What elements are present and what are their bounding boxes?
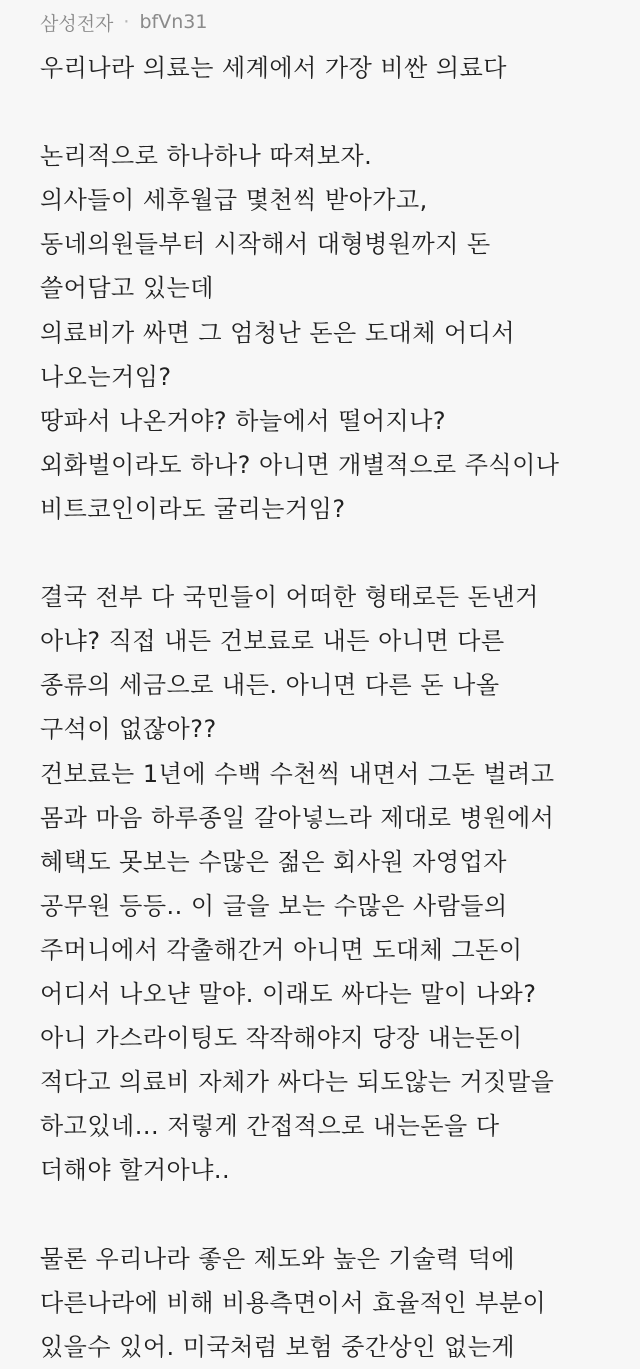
- post-body: [40, 46, 636, 1369]
- post-line: 더해야 할거아냐..: [40, 1156, 231, 1185]
- meta-separator: ·: [123, 11, 130, 33]
- post-line: [40, 90, 636, 134]
- post-line: 건보료는 1년에 수백 수천씩 내면서 그돈 벌려고: [40, 759, 555, 788]
- post-line: 다른나라에 비해 비용측면이서 효율적인 부분이: [40, 1288, 547, 1317]
- post-line: 주머니에서 각출해간거 아니면 도대체 그돈이: [40, 935, 523, 964]
- post-line: 종류의 세금으로 내든. 아니면 다른 돈 나올: [40, 671, 500, 700]
- post-line: 있을수 있어. 미국처럼 보험 중간상인 없는게: [40, 1332, 516, 1361]
- post-line: 비트코인이라도 굴리는거임?: [40, 494, 346, 523]
- post-line: 논리적으로 하나하나 따져보자.: [40, 142, 373, 171]
- post-line: 물론 우리나라 좋은 제도와 높은 기술력 덕에: [40, 1244, 516, 1273]
- post-line: 적다고 의료비 자체가 싸다는 되도않는 거짓말을: [40, 1068, 555, 1097]
- post-meta: [40, 6, 207, 38]
- post-line: 쓸어담고 있는데: [40, 274, 214, 303]
- post-line: [40, 531, 636, 575]
- post-line: 구석이 없잖아??: [40, 715, 217, 744]
- post-line: 의료비가 싸면 그 엄청난 돈은 도대체 어디서: [40, 318, 516, 347]
- post-line: 우리나라 의료는 세계에서 가장 비싼 의료다: [40, 54, 507, 82]
- company-label[interactable]: 삼성전자: [40, 12, 114, 35]
- post-line: 외화벌이라도 하나? 아니면 개별적으로 주식이나: [40, 450, 560, 479]
- post-line: 어디서 나오냔 말야. 이래도 싸다는 말이 나와?: [40, 979, 537, 1008]
- post-line: 혜택도 못보는 수많은 젊은 회사원 자영업자: [40, 847, 507, 876]
- post-line: 땅파서 나온거야? 하늘에서 떨어지나?: [40, 406, 447, 435]
- post-line: 몸과 마음 하루종일 갈아넣느라 제대로 병원에서: [40, 803, 555, 832]
- post-line: 나오는거임?: [40, 362, 172, 391]
- post-line: [40, 1192, 636, 1236]
- post-line: 결국 전부 다 국민들이 어떠한 형태로든 돈낸거: [40, 583, 539, 612]
- post-line: 하고있네... 저렇게 간접적으로 내는돈을 다: [40, 1112, 500, 1141]
- post-line: 동네의원들부터 시작해서 대형병원까지 돈: [40, 230, 491, 259]
- author-name[interactable]: bfVn31: [139, 11, 208, 33]
- post-line: 의사들이 세후월급 몇천씩 받아가고,: [40, 186, 428, 215]
- post-line: 공무원 등등.. 이 글을 보는 수많은 사람들의: [40, 891, 508, 920]
- post-line: 아냐? 직접 내든 건보료로 내든 아니면 다른: [40, 627, 505, 656]
- post-line: 아니 가스라이팅도 작작해야지 당장 내는돈이: [40, 1024, 523, 1053]
